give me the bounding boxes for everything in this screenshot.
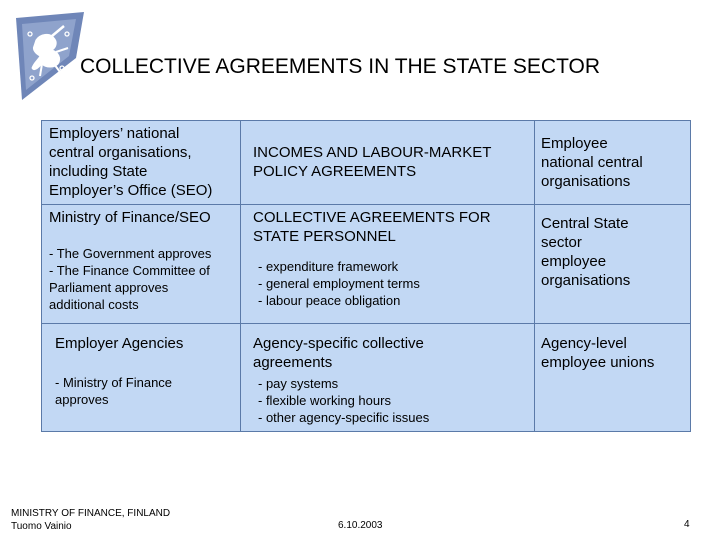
row2-employer-item: - The Government approves <box>49 246 212 261</box>
row2-agreement-heading: COLLECTIVE AGREEMENTS FOR <box>253 209 491 226</box>
row3-agreement-item: - pay systems <box>258 376 339 391</box>
row3-employer-item: approves <box>55 392 109 407</box>
row3-agreement-heading: Agency-specific collective <box>253 335 424 352</box>
row3-employee-line: Agency-level <box>541 335 627 352</box>
row1-employee-line: national central <box>541 154 643 171</box>
page-number: 4 <box>684 519 690 530</box>
footer-author: Tuomo Vainio <box>11 521 72 532</box>
row2-employee-line: employee <box>541 253 607 270</box>
row3-employee-line: employee unions <box>541 354 655 371</box>
slide-title: COLLECTIVE AGREEMENTS IN THE STATE SECTOR <box>80 55 601 78</box>
row1-agreement-line: POLICY AGREEMENTS <box>253 163 417 180</box>
row3-agreement-item: - flexible working hours <box>258 393 391 408</box>
table-divider <box>42 323 690 324</box>
row2-agreement-heading: STATE PERSONNEL <box>253 228 396 245</box>
row3-employer-heading: Employer Agencies <box>55 335 184 352</box>
row2-agreement-item: - expenditure framework <box>258 259 399 274</box>
row1-employee-line: Employee <box>541 135 608 152</box>
footer-org: MINISTRY OF FINANCE, FINLAND <box>11 508 171 519</box>
row3-employer-item: - Ministry of Finance <box>55 375 173 390</box>
table-divider <box>534 121 535 431</box>
row1-agreement-line: INCOMES AND LABOUR-MARKET <box>253 144 492 161</box>
row2-employer-item: - The Finance Committee of <box>49 263 210 278</box>
row1-employer-line: Employer’s Office (SEO) <box>49 182 213 199</box>
row2-employer-item: Parliament approves <box>49 280 169 295</box>
row1-employer-line: Employers’ national <box>49 125 180 142</box>
agreements-table <box>41 120 691 432</box>
table-divider <box>42 204 690 205</box>
table-divider <box>240 121 241 431</box>
row2-agreement-item: - labour peace obligation <box>258 293 401 308</box>
row3-agreement-heading: agreements <box>253 354 333 371</box>
row2-employee-line: organisations <box>541 272 631 289</box>
footer-date: 6.10.2003 <box>338 520 383 531</box>
row2-agreement-item: - general employment terms <box>258 276 420 291</box>
row2-employee-line: Central State <box>541 215 629 232</box>
row1-employer-line: central organisations, <box>49 144 192 161</box>
row1-employee-line: organisations <box>541 173 631 190</box>
row1-employer-line: including State <box>49 163 148 180</box>
row2-employer-item: additional costs <box>49 297 139 312</box>
row2-employer-heading: Ministry of Finance/SEO <box>49 209 211 226</box>
row3-agreement-item: - other agency-specific issues <box>258 410 430 425</box>
row2-employee-line: sector <box>541 234 582 251</box>
